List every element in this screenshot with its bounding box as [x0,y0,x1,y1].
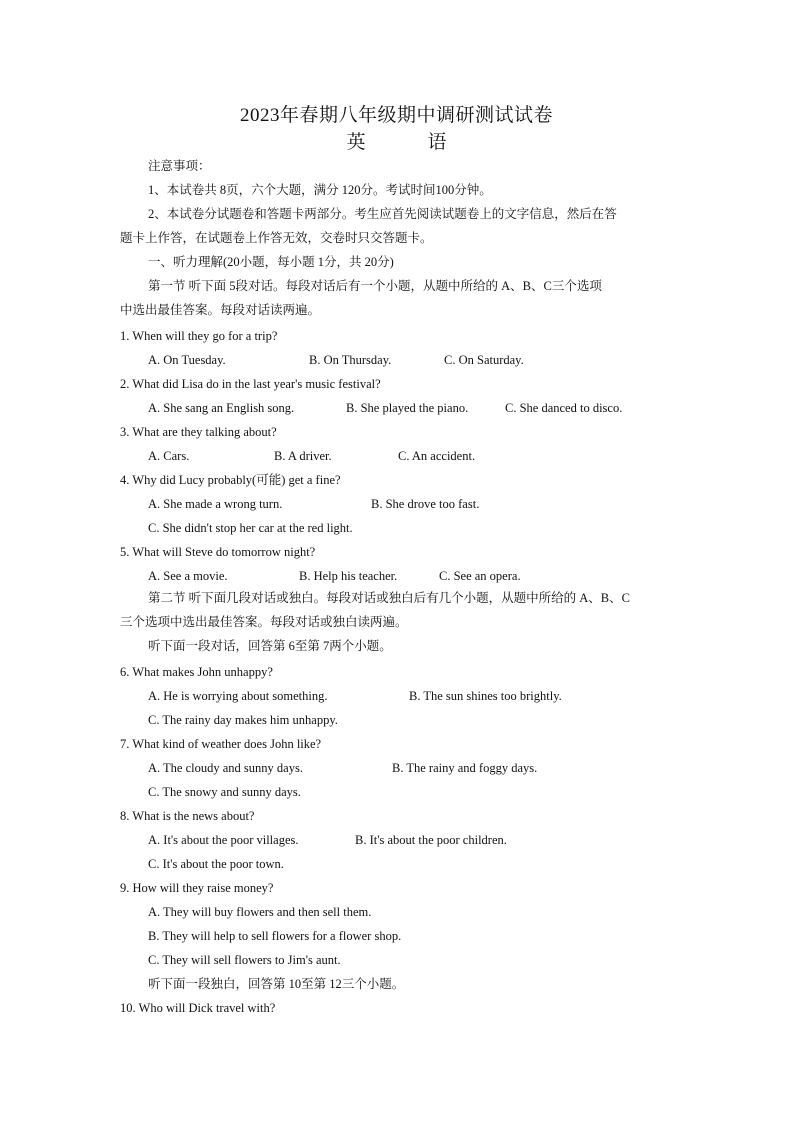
option-b: B. A driver. [274,449,332,463]
question-stem: 5. What will Steve do tomorrow night? [120,545,316,559]
option-b: B. The sun shines too brightly. [409,689,562,703]
part1-instructions-line-1: 第一节 听下面 5段对话。每段对话后有一个小题，从题中所给的 A、B、C三个选项 [148,279,602,293]
question-stem: 7. What kind of weather does John like? [120,737,322,751]
option-c: C. On Saturday. [444,353,524,367]
monologue-intro: 听下面一段独白，回答第 10至第 12三个小题。 [148,977,405,991]
exam-title: 2023年春期八年级期中调研测试试卷 [239,105,553,126]
option-a: A. See a movie. [148,569,228,583]
question-stem: 9. How will they raise money? [120,881,274,895]
option-a: A. On Tuesday. [148,353,226,367]
option-c: C. The snowy and sunny days. [148,785,301,799]
option-c: C. See an opera. [439,569,521,583]
question-stem: 4. Why did Lucy probably(可能) get a fine? [120,473,341,487]
section-heading: 一、听力理解(20小题，每小题 1分，共 20分) [148,255,394,269]
question-stem: 3. What are they talking about? [120,425,277,439]
subject-char-2: 语 [427,132,447,153]
option-c: C. It's about the poor town. [148,857,284,871]
option-b: B. She drove too fast. [371,497,480,511]
option-a: A. The cloudy and sunny days. [148,761,303,775]
option-b: B. They will help to sell flowers for a flower shop. [148,929,402,943]
part2-instructions-line-1: 第二节 听下面几段对话或独白。每段对话或独白后有几个小题，从题中所给的 A、B、C [148,591,630,605]
part2-instructions-line-2: 三个选项中选出最佳答案。每段对话或独白读两遍。 [120,615,408,629]
option-b: B. It's about the poor children. [355,833,507,847]
notes-item-2-line-2: 题卡上作答，在试题卷上作答无效，交卷时只交答题卡。 [120,231,433,245]
option-b: B. On Thursday. [309,353,392,367]
question-stem: 1. When will they go for a trip? [120,329,278,343]
option-c: C. She danced to disco. [505,401,623,415]
subject-char-1: 英 [346,132,366,153]
option-c: C. The rainy day makes him unhappy. [148,713,338,727]
option-a: A. She sang an English song. [148,401,295,415]
option-a: A. They will buy flowers and then sell them. [148,905,372,919]
question-stem: 2. What did Lisa do in the last year's music festival? [120,377,381,391]
option-c: C. They will sell flowers to Jim's aunt. [148,953,341,967]
option-a: A. It's about the poor villages. [148,833,299,847]
option-a: A. Cars. [148,449,190,463]
dialog-intro: 听下面一段对话，回答第 6至第 7两个小题。 [148,639,392,653]
option-b: B. Help his teacher. [299,569,398,583]
exam-subject [0,127,793,154]
option-a: A. He is worrying about something. [148,689,328,703]
question-stem: 8. What is the news about? [120,809,255,823]
option-b: B. She played the piano. [346,401,469,415]
option-a: A. She made a wrong turn. [148,497,283,511]
notes-item-1: 1、本试卷共 8页，六个大题，满分 120分。考试时间100分钟。 [148,183,492,197]
notes-heading: 注意事项： [148,159,211,173]
option-b: B. The rainy and foggy days. [392,761,538,775]
option-c: C. An accident. [398,449,476,463]
notes-item-2-line-1: 2、本试卷分试题卷和答题卡两部分。考生应首先阅读试题卷上的文字信息，然后在答 [148,207,617,221]
question-stem: 10. Who will Dick travel with? [120,1001,276,1015]
part1-instructions-line-2: 中选出最佳答案。每段对话读两遍。 [120,303,321,317]
question-stem: 6. What makes John unhappy? [120,665,273,679]
option-c: C. She didn't stop her car at the red light. [148,521,353,535]
